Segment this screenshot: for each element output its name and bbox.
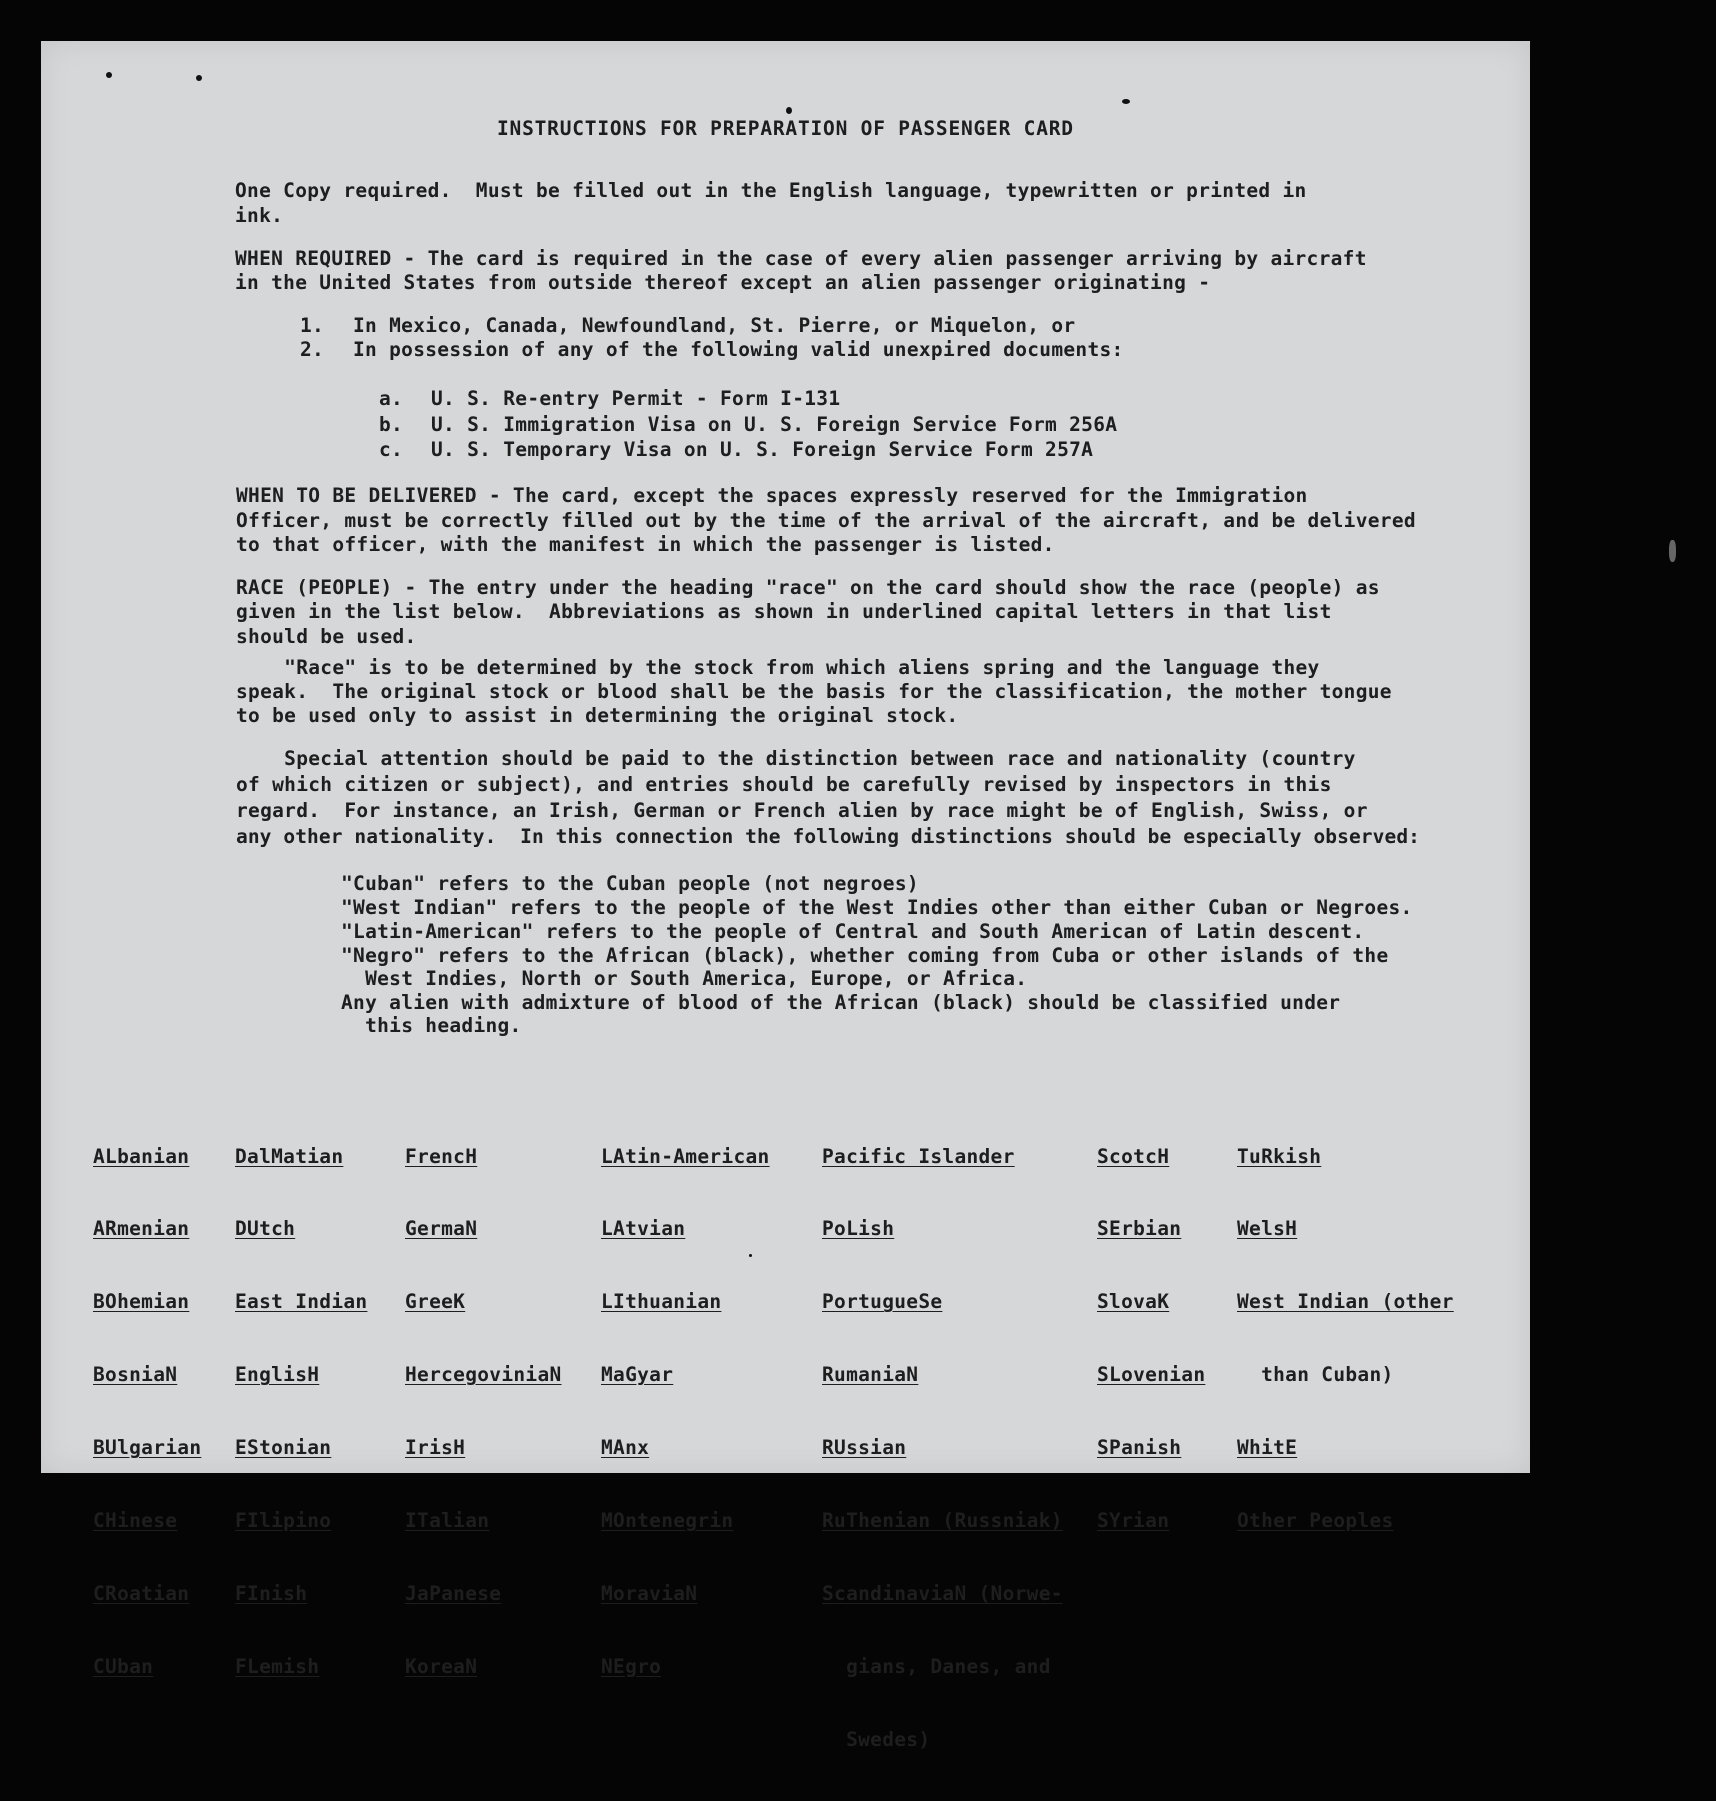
race-list-column-5 bbox=[822, 1096, 1063, 1801]
race-list-item: EStonian bbox=[235, 1436, 332, 1460]
race-list-item: TuRkish bbox=[1237, 1144, 1322, 1168]
race-list-item: CHinese bbox=[93, 1509, 178, 1533]
race-list-item: KoreaN bbox=[405, 1654, 478, 1678]
race-list-item: than Cuban) bbox=[1237, 1363, 1394, 1387]
race-list-item: GermaN bbox=[405, 1217, 478, 1241]
scan-speck bbox=[1122, 99, 1130, 104]
race-list-item: BosniaN bbox=[93, 1363, 178, 1387]
race-list-item: CRoatian bbox=[93, 1581, 190, 1605]
race-list-column-1 bbox=[93, 1096, 201, 1728]
race-list-item: WhitE bbox=[1237, 1436, 1298, 1460]
document-c-letter: c. bbox=[379, 438, 404, 461]
race-list-item: SLovenian bbox=[1097, 1363, 1206, 1387]
numbered-2-num: 2. bbox=[300, 338, 325, 361]
race-list-item: RumaniaN bbox=[822, 1363, 919, 1387]
race-list-item: ARmenian bbox=[93, 1217, 190, 1241]
race-list-item: LAtin-American bbox=[601, 1144, 770, 1168]
race-people-line-2: given in the list below. Abbreviations as shown in underlined capital letters in that list bbox=[236, 600, 1332, 623]
race-list-item: NEgro bbox=[601, 1654, 662, 1678]
race-list-item: BOhemian bbox=[93, 1290, 190, 1314]
race-list-column-6 bbox=[1097, 1096, 1205, 1582]
numbered-1-text: In Mexico, Canada, Newfoundland, St. Pierre, or Miquelon, or bbox=[353, 314, 1076, 337]
scan-speck bbox=[749, 1254, 752, 1257]
race-list-item: West Indian (other bbox=[1237, 1290, 1454, 1314]
special-attention-line-2: of which citizen or subject), and entries should be carefully revised by inspectors in this bbox=[236, 773, 1332, 796]
race-list-item: IrisH bbox=[405, 1436, 466, 1460]
race-list-item: FLemish bbox=[235, 1654, 320, 1678]
race-list-item: RuThenian (Russniak) bbox=[822, 1509, 1063, 1533]
race-list-item: PoLish bbox=[822, 1217, 895, 1241]
race-list-item: FInish bbox=[235, 1581, 308, 1605]
when-delivered-line-1: WHEN TO BE DELIVERED - The card, except the spaces expressly reserved for the Immigration bbox=[236, 484, 1308, 507]
race-list-column-3 bbox=[405, 1096, 562, 1728]
when-delivered-line-2: Officer, must be correctly filled out by the time of the arrival of the aircraft, and be delivered bbox=[236, 509, 1416, 532]
when-delivered-line-3: to that officer, with the manifest in which the passenger is listed. bbox=[236, 533, 1055, 556]
race-people-line-3: should be used. bbox=[236, 625, 417, 648]
race-list-item: SErbian bbox=[1097, 1217, 1182, 1241]
race-definition-line-3: to be used only to assist in determining the original stock. bbox=[236, 704, 959, 727]
race-list-item: ITalian bbox=[405, 1509, 490, 1533]
race-list-item: gians, Danes, and bbox=[822, 1654, 1051, 1678]
distinction-line-6: Any alien with admixture of blood of the African (black) should be classified under bbox=[341, 991, 1341, 1014]
race-list-column-2 bbox=[235, 1096, 367, 1728]
race-list-item: MOntenegrin bbox=[601, 1509, 734, 1533]
scan-speck bbox=[106, 72, 112, 78]
race-list-item: SPanish bbox=[1097, 1436, 1182, 1460]
race-people-line-1: RACE (PEOPLE) - The entry under the heading "race" on the card should show the race (people) as bbox=[236, 576, 1380, 599]
when-required-line-1: WHEN REQUIRED - The card is required in the case of every alien passenger arriving by aircraft bbox=[235, 247, 1367, 270]
race-list-item: ScandinaviaN (Norwe- bbox=[822, 1581, 1063, 1605]
scan-speck bbox=[1669, 540, 1676, 562]
distinction-line-5: West Indies, North or South America, Europe, or Africa. bbox=[341, 967, 1028, 990]
scan-speck bbox=[786, 107, 792, 114]
intro-line-1: One Copy required. Must be filled out in the English language, typewritten or printed in bbox=[235, 179, 1307, 202]
race-list-item: DalMatian bbox=[235, 1144, 344, 1168]
race-list-item: EnglisH bbox=[235, 1363, 320, 1387]
race-list-item: HercegoviniaN bbox=[405, 1363, 562, 1387]
distinction-line-4: "Negro" refers to the African (black), whether coming from Cuba or other islands of the bbox=[341, 944, 1389, 967]
race-list-item: Other Peoples bbox=[1237, 1509, 1394, 1533]
race-list-item: LIthuanian bbox=[601, 1290, 722, 1314]
race-list-item: DUtch bbox=[235, 1217, 296, 1241]
race-list-item: SlovaK bbox=[1097, 1290, 1170, 1314]
special-attention-line-4: any other nationality. In this connection the following distinctions should be especially observed: bbox=[236, 825, 1420, 848]
race-list-item: BUlgarian bbox=[93, 1436, 202, 1460]
race-definition-line-2: speak. The original stock or blood shall be the basis for the classification, the mother tongue bbox=[236, 680, 1392, 703]
distinction-line-7: this heading. bbox=[341, 1014, 522, 1037]
document-page bbox=[41, 41, 1530, 1751]
race-list-item: WelsH bbox=[1237, 1217, 1298, 1241]
race-list-item: CUban bbox=[93, 1654, 154, 1678]
distinction-line-3: "Latin-American" refers to the people of Central and South American of Latin descent. bbox=[341, 920, 1365, 943]
race-list-item: MAnx bbox=[601, 1436, 650, 1460]
special-attention-line-1: Special attention should be paid to the distinction between race and nationality (country bbox=[236, 747, 1356, 770]
race-list-item: Pacific Islander bbox=[822, 1144, 1015, 1168]
when-required-line-2: in the United States from outside thereof except an alien passenger originating - bbox=[235, 271, 1211, 294]
race-list-item: MaGyar bbox=[601, 1363, 674, 1387]
race-list-column-4 bbox=[601, 1096, 770, 1728]
scan-speck bbox=[196, 75, 202, 81]
race-list-column-7 bbox=[1237, 1096, 1454, 1582]
race-list-item: LAtvian bbox=[601, 1217, 686, 1241]
document-b-letter: b. bbox=[379, 413, 404, 436]
document-c-text: U. S. Temporary Visa on U. S. Foreign Service Form 257A bbox=[431, 438, 1094, 461]
race-list-item: JaPanese bbox=[405, 1581, 502, 1605]
race-list-item: East Indian bbox=[235, 1290, 368, 1314]
distinction-line-2: "West Indian" refers to the people of the West Indies other than either Cuban or Negroes. bbox=[341, 896, 1413, 919]
page-title: INSTRUCTIONS FOR PREPARATION OF PASSENGER CARD bbox=[497, 117, 1074, 140]
race-definition-line-1: "Race" is to be determined by the stock from which aliens spring and the language they bbox=[236, 656, 1320, 679]
race-list-item: FrencH bbox=[405, 1144, 478, 1168]
numbered-2-text: In possession of any of the following valid unexpired documents: bbox=[353, 338, 1124, 361]
race-list-item: SYrian bbox=[1097, 1509, 1170, 1533]
race-list-item: PortugueSe bbox=[822, 1290, 943, 1314]
race-list-item: FIlipino bbox=[235, 1509, 332, 1533]
document-b-text: U. S. Immigration Visa on U. S. Foreign Service Form 256A bbox=[431, 413, 1118, 436]
numbered-1-num: 1. bbox=[300, 314, 325, 337]
intro-line-2: ink. bbox=[235, 204, 284, 227]
race-list-item: GreeK bbox=[405, 1290, 466, 1314]
document-a-text: U. S. Re-entry Permit - Form I-131 bbox=[431, 387, 841, 410]
special-attention-line-3: regard. For instance, an Irish, German or French alien by race might be of English, Swiss, or bbox=[236, 799, 1368, 822]
race-list-item: ScotcH bbox=[1097, 1144, 1170, 1168]
document-a-letter: a. bbox=[379, 387, 404, 410]
distinction-line-1: "Cuban" refers to the Cuban people (not negroes) bbox=[341, 872, 919, 895]
race-list-item: ALbanian bbox=[93, 1144, 190, 1168]
race-list-item: Swedes) bbox=[822, 1727, 931, 1751]
race-list-item: MoraviaN bbox=[601, 1581, 698, 1605]
race-list-item: RUssian bbox=[822, 1436, 907, 1460]
